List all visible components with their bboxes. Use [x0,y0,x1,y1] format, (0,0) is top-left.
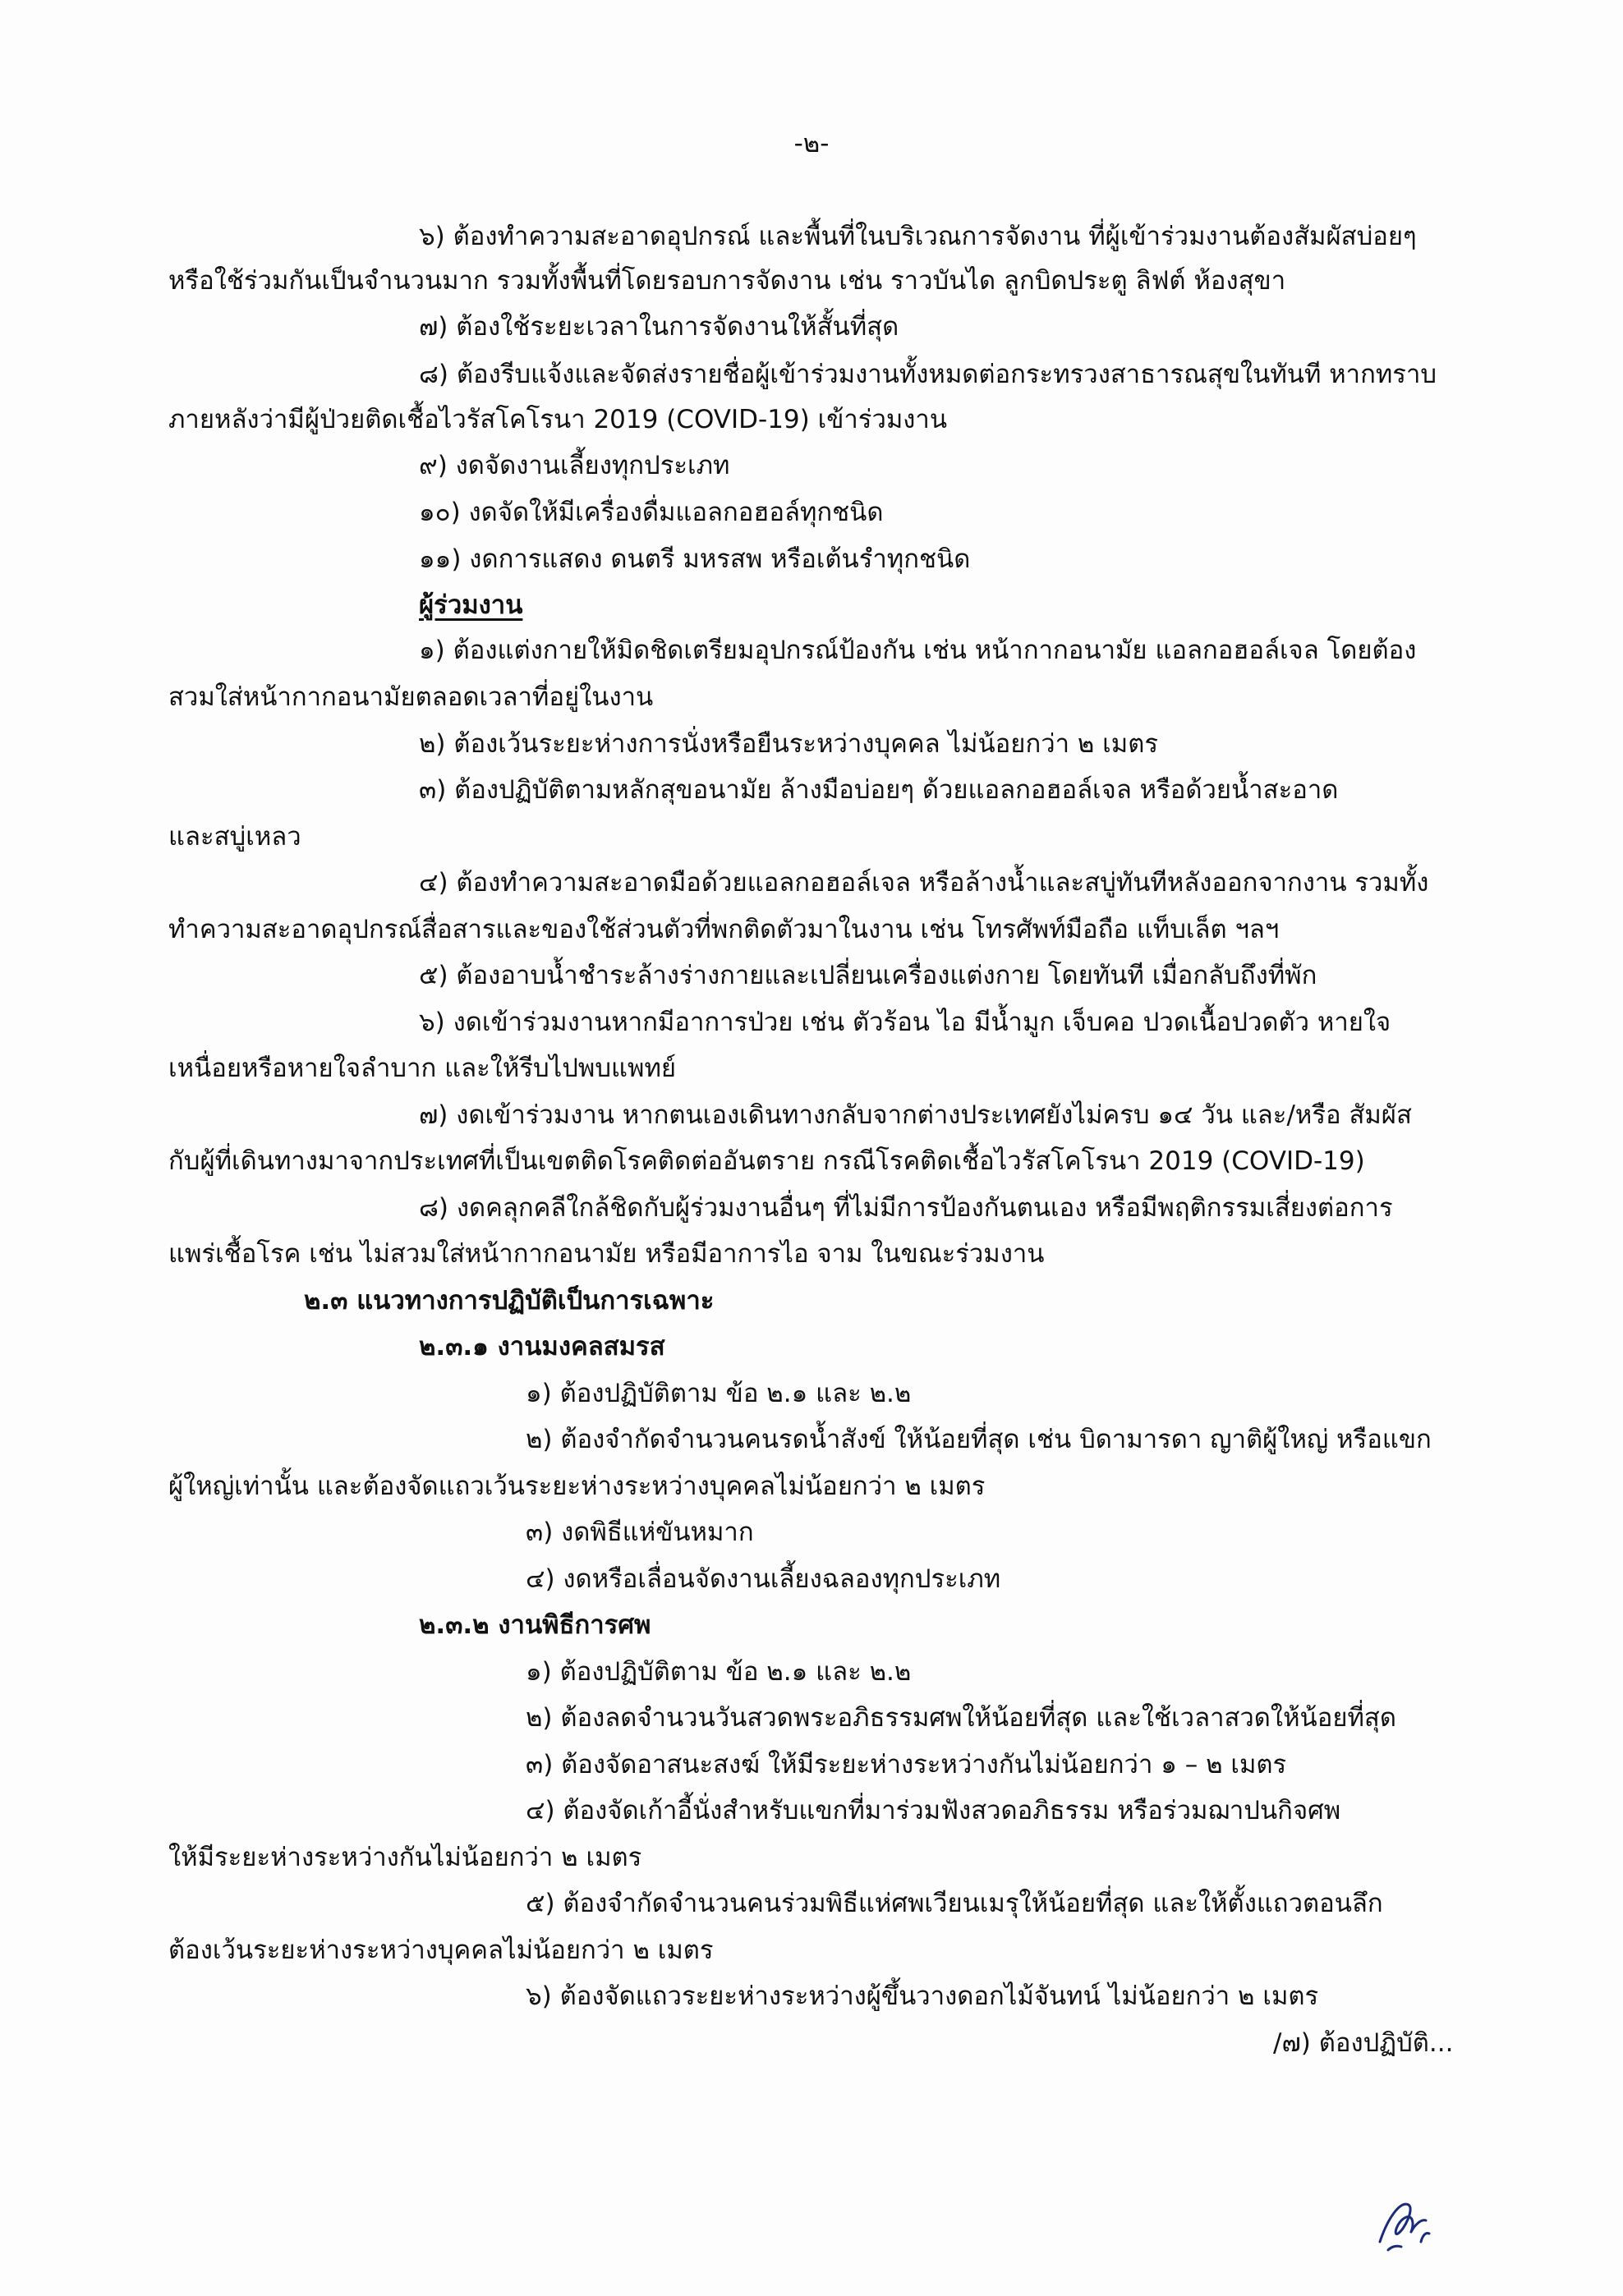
participant-rule-2: ๒) ต้องเว้นระยะห่างการนั่งหรือยืนระหว่างบุคคล ไม่น้อยกว่า ๒ เมตร [419,729,1158,759]
wedding-rule-2-line2: ผู้ใหญ่เท่านั้น และต้องจัดแถวเว้นระยะห่างระหว่างบุคคลไม่น้อยกว่า ๒ เมตร [168,1472,986,1501]
funeral-rule-4-line1: ๔) ต้องจัดเก้าอี้นั่งสำหรับแขกที่มาร่วมฟังสวดอภิธรรม หรือร่วมฌาปนกิจศพ [526,1796,1341,1825]
participant-rule-3-line1: ๓) ต้องปฏิบัติตามหลักสุขอนามัย ล้างมือบ่อยๆ ด้วยแอลกอฮอล์เจล หรือด้วยน้ำสะอาด [419,775,1339,805]
general-rule-8-line1: ๘) ต้องรีบแจ้งและจัดส่งรายชื่อผู้เข้าร่วมงานทั้งหมดต่อกระทรวงสาธารณสุขในทันที หากทราบ [419,360,1437,389]
funeral-rule-1: ๑) ต้องปฏิบัติตาม ข้อ ๒.๑ และ ๒.๒ [526,1657,912,1687]
signature-mark [1363,2184,1446,2266]
participant-rule-4-line1: ๔) ต้องทำความสะอาดมือด้วยแอลกอฮอล์เจล หรือล้างน้ำและสบู่ทันทีหลังออกจากงาน รวมทั้ง [419,868,1429,898]
participant-rule-7-line2: กับผู้ที่เดินทางมาจากประเทศที่เป็นเขตติดโรคติดต่ออันตราย กรณีโรคติดเชื้อไวรัสโคโรนา 2019 (COVID-19) [168,1146,1365,1176]
general-rule-7: ๗) ต้องใช้ระยะเวลาในการจัดงานให้สั้นที่สุด [419,312,899,342]
funeral-rule-3: ๓) ต้องจัดอาสนะสงฆ์ ให้มีระยะห่างระหว่างกันไม่น้อยกว่า ๑ – ๒ เมตร [526,1750,1287,1779]
participant-rule-8-line2: แพร่เชื้อโรค เช่น ไม่สวมใส่หน้ากากอนามัย หรือมีอาการไอ จาม ในขณะร่วมงาน [168,1239,1045,1269]
wedding-rule-1: ๑) ต้องปฏิบัติตาม ข้อ ๒.๑ และ ๒.๒ [526,1379,912,1408]
wedding-rule-2-line1: ๒) ต้องจำกัดจำนวนคนรดน้ำสังข์ ให้น้อยที่สุด เช่น บิดามารดา ญาติผู้ใหญ่ หรือแขก [526,1425,1432,1454]
continuation-note: /๗) ต้องปฏิบัติ... [1273,2028,1454,2058]
general-rule-10: ๑๐) งดจัดให้มีเครื่องดื่มแอลกอฮอล์ทุกชนิด [419,498,884,527]
funeral-rule-5-line2: ต้องเว้นระยะห่างระหว่างบุคคลไม่น้อยกว่า ๒ เมตร [168,1936,714,1965]
funeral-rule-5-line1: ๕) ต้องจำกัดจำนวนคนร่วมพิธีแห่ศพเวียนเมรุให้น้อยที่สุด และให้ตั้งแถวตอนลึก [526,1889,1383,1918]
participant-rule-4-line2: ทำความสะอาดอุปกรณ์สื่อสารและของใช้ส่วนตัวที่พกติดตัวมาในงาน เช่น โทรศัพท์มือถือ แท็บเล็ต ฯลฯ [168,915,1280,944]
funeral-rule-2: ๒) ต้องลดจำนวนวันสวดพระอภิธรรมศพให้น้อยที่สุด และใช้เวลาสวดให้น้อยที่สุด [526,1703,1396,1733]
general-rule-6-line2: หรือใช้ร่วมกันเป็นจำนวนมาก รวมทั้งพื้นที่โดยรอบการจัดงาน เช่น ราวบันได ลูกบิดประตู ลิฟต์ ห้องสุขา [168,266,1286,296]
participant-rule-6-line1: ๖) งดเข้าร่วมงานหากมีอาการป่วย เช่น ตัวร้อน ไอ มีน้ำมูก เจ็บคอ ปวดเนื้อปวดตัว หายใจ [419,1008,1391,1037]
funeral-rule-6: ๖) ต้องจัดแถวระยะห่างระหว่างผู้ขึ้นวางดอกไม้จันทน์ ไม่น้อยกว่า ๒ เมตร [526,1981,1319,2011]
participant-rule-3-line2: และสบู่เหลว [168,822,301,852]
participant-rule-7-line1: ๗) งดเข้าร่วมงาน หากตนเองเดินทางกลับจากต่างประเทศยังไม่ครบ ๑๔ วัน และ/หรือ สัมผัส [419,1100,1412,1130]
funeral-rule-4-line2: ให้มีระยะห่างระหว่างกันไม่น้อยกว่า ๒ เมตร [168,1843,642,1872]
participants-heading: ผู้ร่วมงาน [419,590,523,620]
section-2-3-1-heading: ๒.๓.๑ งานมงคลสมรส [419,1332,665,1362]
participant-rule-8-line1: ๘) งดคลุกคลีใกล้ชิดกับผู้ร่วมงานอื่นๆ ที่ไม่มีการป้องกันตนเอง หรือมีพฤติกรรมเสี่ยงต่อการ [419,1193,1393,1223]
participant-rule-1-line1: ๑) ต้องแต่งกายให้มิดชิดเตรียมอุปกรณ์ป้องกัน เช่น หน้ากากอนามัย แอลกอฮอล์เจล โดยต้อง [419,636,1417,665]
participant-rule-1-line2: สวมใส่หน้ากากอนามัยตลอดเวลาที่อยู่ในงาน [168,682,654,712]
general-rule-9: ๙) งดจัดงานเลี้ยงทุกประเภท [419,451,730,480]
general-rule-8-line2: ภายหลังว่ามีผู้ป่วยติดเชื้อไวรัสโคโรนา 2019 (COVID-19) เข้าร่วมงาน [168,405,948,434]
participant-rule-6-line2: เหนื่อยหรือหายใจลำบาก และให้รีบไปพบแพทย์ [168,1054,677,1083]
general-rule-6-line1: ๖) ต้องทำความสะอาดอุปกรณ์ และพื้นที่ในบริเวณการจัดงาน ที่ผู้เข้าร่วมงานต้องสัมผัสบ่อยๆ [419,222,1417,251]
page-number: -๒- [793,129,830,158]
participant-rule-5: ๕) ต้องอาบน้ำชำระล้างร่างกายและเปลี่ยนเครื่องแต่งกาย โดยทันที เมื่อกลับถึงที่พัก [419,961,1317,990]
general-rule-11: ๑๑) งดการแสดง ดนตรี มหรสพ หรือเต้นรำทุกชนิด [419,544,971,574]
section-2-3-2-heading: ๒.๓.๒ งานพิธีการศพ [419,1610,651,1640]
wedding-rule-3: ๓) งดพิธีแห่ขันหมาก [526,1518,754,1547]
wedding-rule-4: ๔) งดหรือเลื่อนจัดงานเลี้ยงฉลองทุกประเภท [526,1564,1001,1594]
section-2-3-heading: ๒.๓ แนวทางการปฏิบัติเป็นการเฉพาะ [304,1286,715,1316]
